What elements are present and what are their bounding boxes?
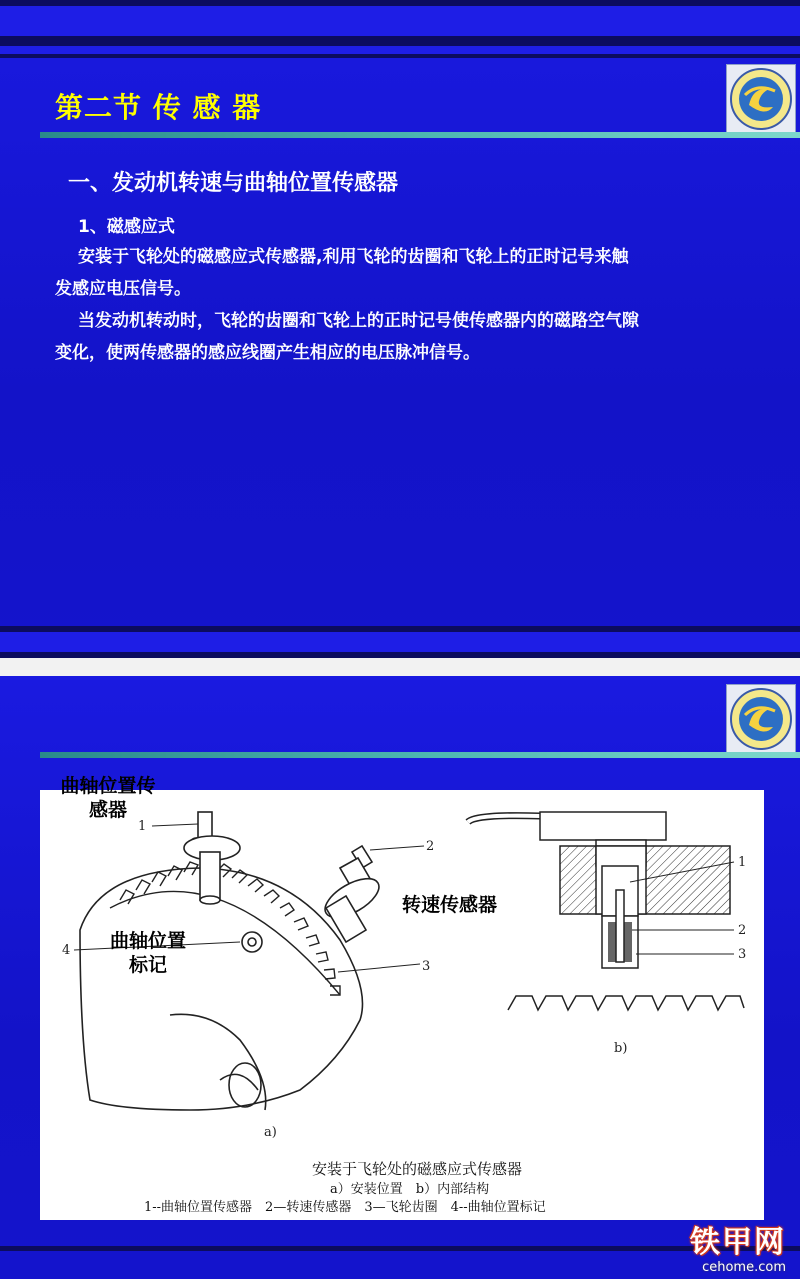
subfigure-a-label: a) [264,1125,277,1140]
callout-1: 1 [138,819,147,834]
figure-panel [40,790,764,1220]
header-divider [0,36,800,46]
flywheel-body [80,868,363,1110]
crank-position-mark [242,932,262,952]
callout-3: 3 [422,959,431,974]
sensor-internal-structure [468,812,747,1010]
sensor-figure [40,790,764,1220]
paragraph-2-line-2: 变化，使两传感器的感应线圈产生相应的电压脉冲信号。 [55,343,480,363]
callout-4: 4 [62,943,71,958]
label-speed-sensor: 转速传感器 [402,894,498,916]
subheading: 1、磁感应式 [78,217,175,237]
school-logo-icon [726,64,796,134]
watermark-brand: 铁甲网 [690,1225,786,1260]
paragraph-1-line-1: 安装于飞轮处的磁感应式传感器,利用飞轮的齿圈和飞轮上的正时记号来触 [78,247,629,267]
footer-line [0,1246,800,1251]
figure-caption-legend: 1--曲轴位置传感器 2—转速传感器 3—飞轮齿圈 4--曲轴位置标记 [144,1200,546,1215]
figure-caption-title: 安装于飞轮处的磁感应式传感器 [312,1160,523,1178]
label-crank-sensor: 曲轴位置传 感器 [60,775,156,821]
paragraph-2-line-1: 当发动机转动时，飞轮的齿圈和飞轮上的正时记号使传感器内的磁路空气隙 [78,311,639,331]
title-rule [40,132,800,138]
watermark-site: cehome.com [702,1260,786,1275]
callout-b-2: 2 [738,923,747,938]
label-crank-mark: 曲轴位置 标记 [109,930,186,976]
footer-band [0,652,800,658]
subfigure-b-label: b) [614,1041,628,1056]
paragraph-1-line-2: 发感应电压信号。 [55,279,191,299]
callout-b-1: 1 [738,855,747,870]
title-rule [40,752,800,758]
section-heading: 一、发动机转速与曲轴位置传感器 [68,171,399,196]
callout-2: 2 [426,839,435,854]
header-strip [0,6,800,36]
callout-b-3: 3 [738,947,747,962]
school-logo-icon [726,684,796,754]
slide-title: 第二节 传 感 器 [55,91,262,124]
figure-caption-subtitle: a）安装位置 b）内部结构 [330,1182,490,1197]
